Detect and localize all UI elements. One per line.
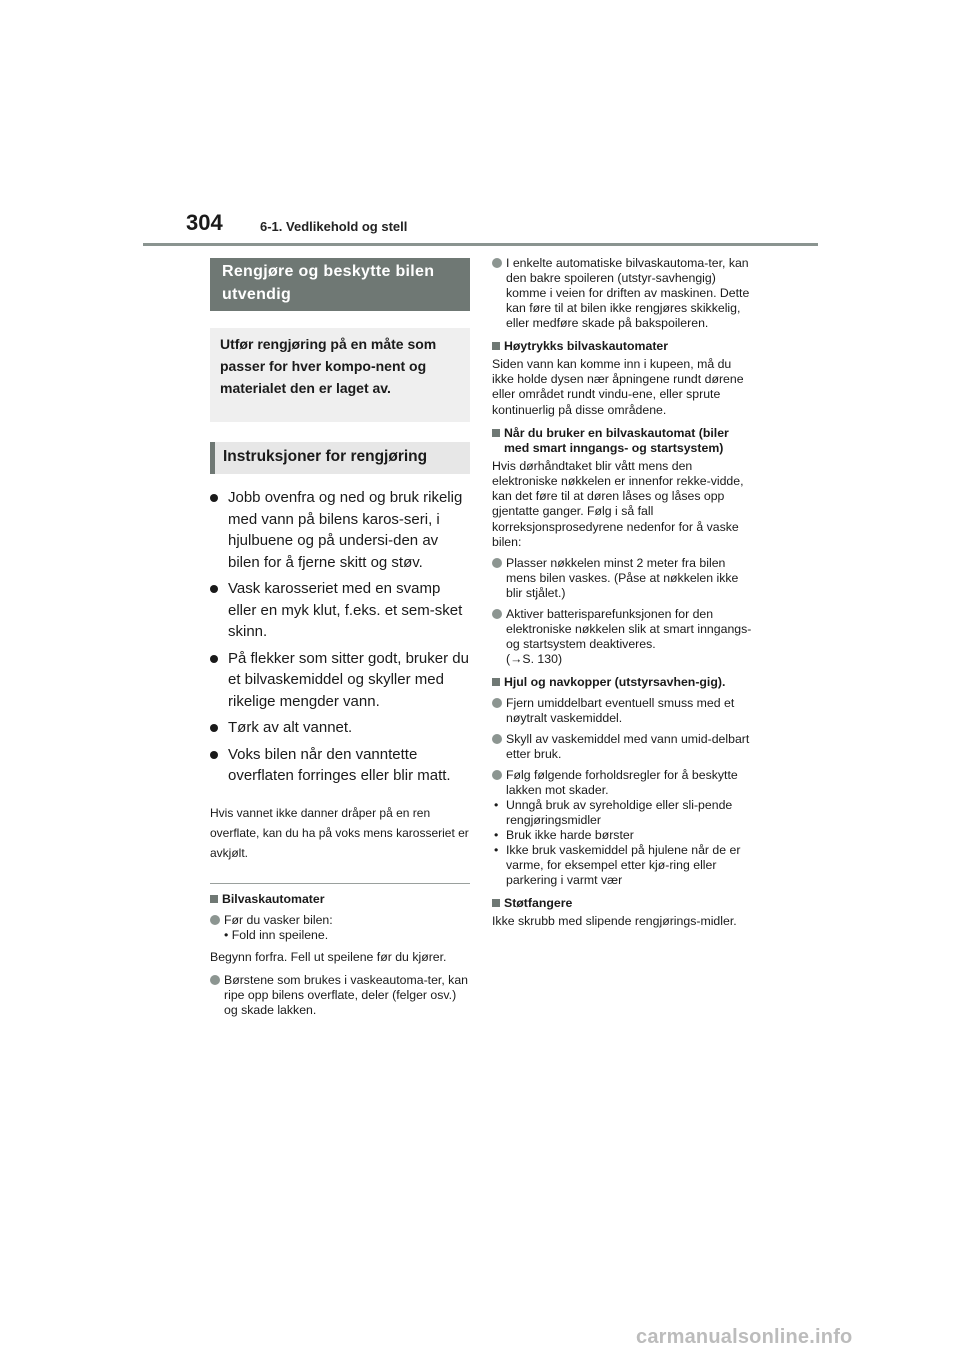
- sub-bullet: • Fold inn speilene.: [224, 927, 329, 942]
- wheels-heading: Hjul og navkopper (utstyrsavhen-gig).: [492, 675, 754, 690]
- bullet-icon: [210, 655, 218, 663]
- circle-bullet-icon: [492, 609, 502, 619]
- sub-bullet: • Bruk ikke harde børster: [494, 828, 634, 843]
- section-label: 6-1. Vedlikehold og stell: [260, 219, 408, 234]
- circle-bullet-icon: [492, 558, 502, 568]
- square-bullet-icon: [492, 899, 500, 907]
- square-bullet-icon: [210, 895, 218, 903]
- list-item: Børstene som brukes i vaskeautoma-ter, kan ripe opp bilens overflate, deler (felger osv.) og skade lakken.: [210, 973, 470, 1018]
- list-item: På flekker som sitter godt, bruker du et bilvaskemiddel og skyller med rikelige mengder vann.: [210, 648, 470, 713]
- right-column: [492, 256, 754, 929]
- dot-icon: •: [494, 798, 499, 813]
- dot-icon: •: [494, 843, 499, 858]
- intro-box: Utfør rengjøring på en måte som passer for hver kompo-nent og materialet den er laget av.: [210, 328, 470, 422]
- circle-bullet-icon: [492, 734, 502, 744]
- dot-icon: •: [224, 927, 229, 942]
- header-divider: [143, 243, 818, 246]
- circle-bullet-icon: [210, 915, 220, 925]
- cleaning-steps-list: [210, 487, 470, 787]
- page-header: [0, 0, 960, 250]
- bullet-icon: [210, 724, 218, 732]
- high-pressure-heading: Høytrykks bilvaskautomater: [492, 339, 754, 354]
- list-item: Aktiver batterisparefunksjonen for den elektroniske nøkkelen slik at smart inngangs- og startsystem deaktiveres. (→S. 130): [492, 607, 754, 667]
- list-item: Voks bilen når den vanntette overflaten forringes eller blir matt.: [210, 744, 470, 787]
- column-divider: [210, 883, 470, 884]
- list-item: Plasser nøkkelen minst 2 meter fra bilen mens bilen vaskes. (Påse at nøkkelen ikke blir stjålet.): [492, 556, 754, 601]
- bullet-icon: [210, 751, 218, 759]
- sub-bullet: • Ikke bruk vaskemiddel på hjulene når de er varme, for eksempel etter kjø-ring eller parkering i varmt vær: [494, 843, 741, 888]
- circle-bullet-icon: [492, 258, 502, 268]
- square-bullet-icon: [492, 678, 500, 686]
- bumpers-heading: Støtfangere: [492, 896, 754, 911]
- square-bullet-icon: [492, 429, 500, 437]
- list-item: Før du vasker bilen: • Fold inn speilene.: [210, 913, 470, 943]
- bullet-icon: [210, 494, 218, 502]
- wax-note: Hvis vannet ikke danner dråper på en ren overflate, kan du ha på voks mens karosseriet er avkjølt.: [210, 805, 469, 860]
- list-item: Vask karosseriet med en svamp eller en myk klut, f.eks. et sem-sket skinn.: [210, 578, 470, 643]
- left-column: [210, 258, 470, 1018]
- page-number: 304: [186, 210, 223, 235]
- sub-bullet: • Unngå bruk av syreholdige eller sli-pende rengjøringsmidler: [494, 798, 733, 828]
- circle-bullet-icon: [492, 698, 502, 708]
- paragraph: Siden vann kan komme inn i kupeen, må du ikke holde dysen nær åpningene rundt dørene eller området rundt vindu-ene, eller sprute kontinuerlig på disse områdene.: [492, 357, 744, 417]
- list-item: Fjern umiddelbart eventuell smuss med et nøytralt vaskemiddel.: [492, 696, 754, 726]
- dot-icon: •: [494, 828, 499, 843]
- square-bullet-icon: [492, 342, 500, 350]
- cleaning-instructions-heading: Instruksjoner for rengjøring: [210, 442, 470, 474]
- list-item: Skyll av vaskemiddel med vann umid-delbart etter bruk.: [492, 732, 754, 762]
- paragraph: Hvis dørhåndtaket blir vått mens den elektroniske nøkkelen er innenfor rekke-vidde, kan det føre til at døren låses og låses opp gjentatte ganger. Følg i så fall korreksjonsprosedyrene nedenfor for å vaske bilen:: [492, 458, 744, 549]
- paragraph: Begynn forfra. Fell ut speilene før du kjører.: [210, 949, 447, 964]
- circle-bullet-icon: [492, 770, 502, 780]
- list-item: Jobb ovenfra og ned og bruk rikelig med vann på bilens karos-seri, i hjulbuene og på undersi-den av bilen for å fjerne skitt og støv.: [210, 487, 470, 573]
- paragraph: Ikke skrubb med slipende rengjørings-midler.: [492, 914, 737, 929]
- list-item: Følg følgende forholdsregler for å beskytte lakken mot skader.: [492, 768, 754, 798]
- watermark: carmanualsonline.info: [636, 1326, 853, 1348]
- list-item: I enkelte automatiske bilvaskautoma-ter, kan den bakre spoileren (utstyr-savhengig) komme i veien for driften av maskinen. Dette kan føre til at bilen ikke rengjøres skikkelig, eller medføre skade på bakspoileren.: [492, 256, 754, 331]
- list-item: Tørk av alt vannet.: [210, 717, 470, 739]
- circle-bullet-icon: [210, 975, 220, 985]
- bullet-icon: [210, 585, 218, 593]
- car-wash-heading: Bilvaskautomater: [210, 892, 470, 907]
- page-reference: (→S. 130): [506, 652, 563, 667]
- smart-entry-heading: Når du bruker en bilvaskautomat (biler med smart inngangs- og startsystem): [492, 426, 754, 456]
- section-title: Rengjøre og beskytte bilen utvendig: [210, 258, 470, 311]
